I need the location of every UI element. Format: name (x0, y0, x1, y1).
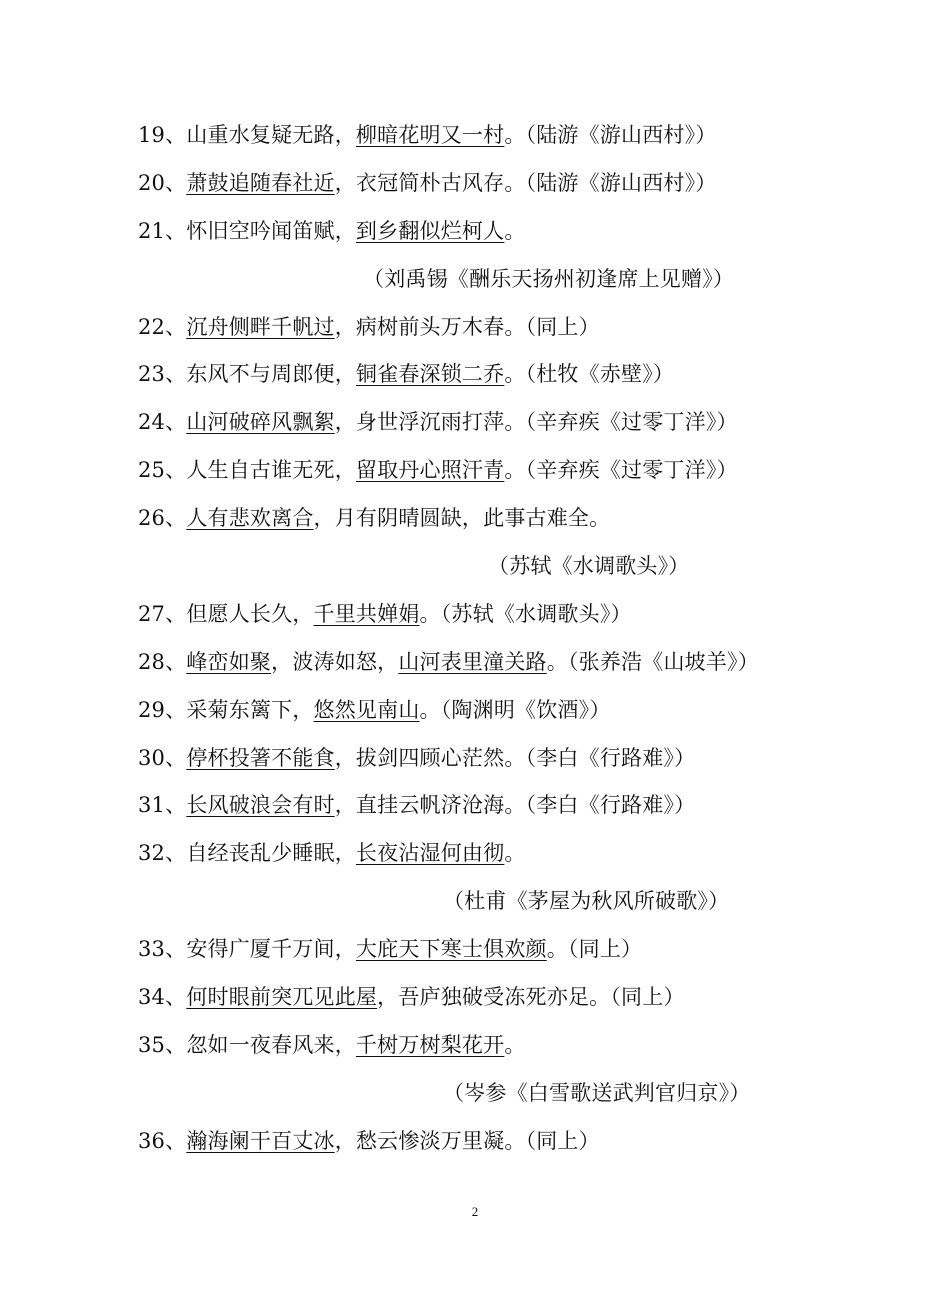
verse-text: （苏轼《水调歌头》） (488, 554, 690, 579)
poem-lines (138, 112, 838, 1166)
citation-line (138, 1070, 838, 1118)
verse-text: 。（陶渊明《饮酒》） (419, 697, 611, 722)
page-number: 2 (471, 1204, 479, 1219)
verse-text: 23、东风不与周郎便， (138, 362, 356, 387)
underlined-verse: 山河表里潼关路 (398, 649, 547, 674)
verse-line (138, 735, 838, 783)
verse-text: 24、 (138, 410, 187, 435)
verse-text: 32、自经丧乱少睡眠， (138, 841, 356, 866)
verse-text: 。（辛弃疾《过零丁洋》） (504, 458, 738, 483)
verse-text: 。 (504, 1032, 526, 1057)
verse-text: ，拔剑四顾心茫然。（李白《行路难》） (334, 745, 696, 770)
verse-text: （岑参《白雪歌送武判官归京》） (443, 1080, 751, 1105)
citation-line (138, 878, 838, 926)
underlined-verse: 铜雀春深锁二乔 (355, 362, 505, 387)
verse-text: 19、山重水复疑无路， (138, 123, 356, 147)
underlined-verse: 长风破浪会有时 (186, 793, 335, 818)
verse-text: 。 (504, 841, 526, 866)
verse-text: 。 (504, 218, 526, 243)
verse-text: ，病树前头万木春。（同上） (334, 314, 600, 339)
verse-line (138, 639, 838, 687)
underlined-verse: 萧鼓追随春社近 (186, 170, 335, 195)
verse-text: 27、但愿人长久， (138, 601, 314, 626)
verse-text: ，愁云惨淡万里凝。（同上） (334, 1128, 600, 1153)
underlined-verse: 停杯投箸不能食 (186, 745, 335, 770)
verse-text: 21、怀旧空吟闻笛赋， (138, 218, 356, 243)
underlined-verse: 峰峦如聚 (186, 649, 272, 674)
underlined-verse: 柳暗花明又一村 (355, 123, 505, 147)
verse-text: 35、忽如一夜春风来， (138, 1032, 356, 1057)
verse-text: 20、 (138, 170, 187, 195)
underlined-verse: 大庇天下寒士俱欢颜 (355, 937, 547, 962)
verse-line (138, 1022, 838, 1070)
verse-text: ，吾庐独破受冻死亦足。（同上） (377, 985, 685, 1010)
underlined-verse: 长夜沾湿何由彻 (355, 841, 505, 866)
underlined-verse: 到乡翻似烂柯人 (355, 218, 505, 243)
verse-line (138, 830, 838, 878)
verse-line (138, 304, 838, 352)
verse-text: 。（苏轼《水调歌头》） (419, 601, 632, 626)
underlined-verse: 沉舟侧畔千帆过 (186, 314, 335, 339)
verse-text: ，直挂云帆济沧海。（李白《行路难》） (334, 793, 696, 818)
underlined-verse: 悠然见南山 (313, 697, 420, 722)
verse-text: 28、 (138, 649, 187, 674)
verse-text: 29、采菊东篱下， (138, 697, 314, 722)
verse-text: 30、 (138, 745, 187, 770)
verse-text: ，身世浮沉雨打萍。（辛弃疾《过零丁洋》） (334, 410, 738, 435)
verse-text: ，波涛如怒， (271, 649, 399, 674)
verse-text: 33、安得广厦千万间， (138, 937, 356, 962)
verse-text: 34、 (138, 985, 187, 1010)
verse-line (138, 112, 838, 160)
underlined-verse: 人有悲欢离合 (186, 506, 314, 531)
verse-line (138, 351, 838, 399)
verse-line (138, 208, 838, 256)
citation-line (138, 256, 838, 304)
verse-line (138, 447, 838, 495)
verse-text: 36、 (138, 1128, 187, 1153)
verse-text: 。（杜牧《赤壁》） (504, 362, 675, 387)
verse-text: （刘禹锡《酬乐天扬州初逢席上见赠》） (363, 266, 735, 291)
verse-text: 25、人生自古谁无死， (138, 458, 356, 483)
verse-line (138, 591, 838, 639)
citation-line (138, 543, 838, 591)
verse-line (138, 926, 838, 974)
verse-text: 。（陆游《游山西村》） (504, 123, 717, 147)
verse-text: ，月有阴晴圆缺，此事古难全。 (313, 506, 611, 531)
verse-line (138, 495, 838, 543)
verse-text: 。（同上） (546, 937, 643, 962)
verse-line (138, 1118, 838, 1166)
verse-line (138, 687, 838, 735)
underlined-verse: 瀚海阑干百丈冰 (186, 1128, 335, 1153)
verse-text: 26、 (138, 506, 187, 531)
underlined-verse: 千树万树梨花开 (355, 1032, 505, 1057)
underlined-verse: 千里共婵娟 (313, 601, 420, 626)
verse-line (138, 399, 838, 447)
underlined-verse: 何时眼前突兀见此屋 (186, 985, 378, 1010)
verse-text: 。（张养浩《山坡羊》） (546, 649, 759, 674)
underlined-verse: 留取丹心照汗青 (355, 458, 505, 483)
verse-text: 31、 (138, 793, 187, 818)
verse-text: （杜甫《茅屋为秋风所破歌》） (443, 889, 730, 914)
verse-line (138, 160, 838, 208)
underlined-verse: 山河破碎风飘絮 (186, 410, 335, 435)
verse-line (138, 974, 838, 1022)
verse-text: 22、 (138, 314, 187, 339)
verse-text: ，衣冠简朴古风存。（陆游《游山西村》） (334, 170, 717, 195)
verse-line (138, 782, 838, 830)
